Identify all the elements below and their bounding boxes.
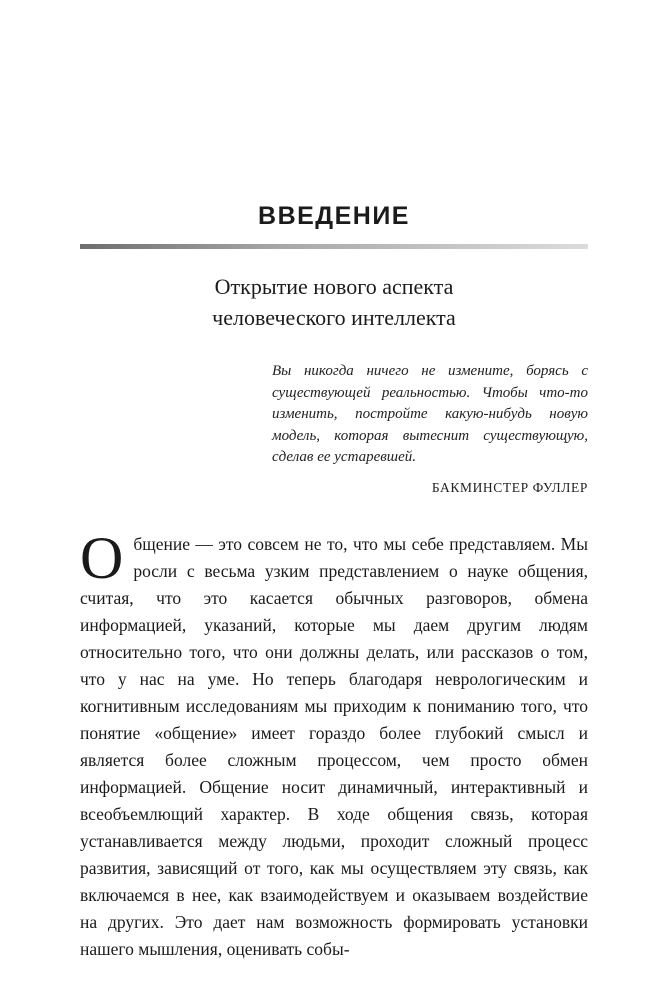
section-title-line-2: человеческого интеллекта — [212, 305, 456, 330]
section-title — [80, 271, 588, 333]
title-divider — [80, 244, 588, 249]
epigraph — [272, 361, 588, 469]
body-paragraph-text: бщение — это совсем не то, что мы себе представляем. Мы росли с весьма узким представлением о науке общения, считая, что это касается обычных разговоров, обмена информацией, указаний, которые мы даем другим людям относительно того, что они должны делать, или рассказов о том, что у нас на уме. Но теперь благодаря неврологическим и когнитивным исследованиям мы приходим к пониманию того, что понятие «общение» имеет гораздо более глубокий смысл и является более сложным процессом, чем просто обмен информацией. Общение носит динамичный, интерактивный и всеобъемлющий характер. В ходе общения связь, которая устанавливается между людьми, проходит сложный процесс развития, зависящий от того, как мы осуществляем эту связь, как включаемся в нее, как взаимодействуем и оказываем воздействие на других. Это дает нам возможность формировать установки нашего мышления, оценивать собы- — [80, 533, 588, 959]
dropcap-letter: О — [80, 524, 124, 591]
epigraph-attribution: БАКМИНСТЕР ФУЛЛЕР — [431, 479, 588, 495]
section-title-line-1: Открытие нового аспекта — [214, 274, 454, 299]
epigraph-text: Вы никогда ничего не измените, борясь с существующей реальностью. Чтобы что-то изменить, постройте какую-нибудь новую модель, которая вытеснит существующую, сделав ее устаревшей. — [272, 363, 588, 465]
body-paragraph — [80, 524, 588, 963]
chapter-title: ВВЕДЕНИЕ — [258, 202, 410, 230]
